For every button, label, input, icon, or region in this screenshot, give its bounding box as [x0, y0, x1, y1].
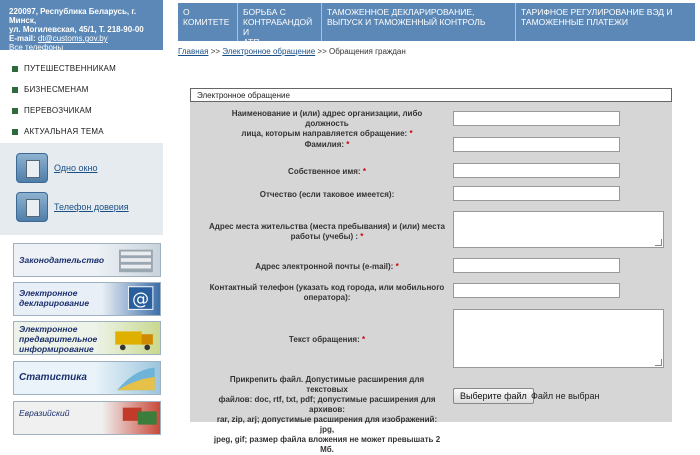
tab-label: АТП	[243, 37, 260, 47]
required-mark: *	[409, 129, 413, 138]
tab-label: БОРЬБА С	[243, 7, 286, 17]
breadcrumb-separator: >>	[317, 47, 327, 56]
trust-phone-link[interactable]	[16, 192, 129, 222]
patronymic-label	[209, 190, 445, 200]
banner-statistics[interactable]	[13, 361, 161, 395]
address-line: ул. Могилевская, 45/1, Т. 218-90-00	[9, 25, 144, 34]
name-label	[209, 167, 445, 177]
sidebar-item-topical[interactable]	[12, 121, 163, 142]
banner-eurasian[interactable]	[13, 401, 161, 435]
tab-anti-smuggling[interactable]	[238, 3, 322, 47]
label-line: оператора):	[303, 293, 351, 302]
label-line: файлов: doc, rtf, txt, pdf; допустимые расширения для архивов:	[218, 395, 436, 414]
required-mark: *	[361, 335, 366, 344]
breadcrumb-section-link[interactable]: Электронное обращение	[222, 47, 316, 56]
required-mark: *	[362, 167, 366, 176]
required-mark: *	[346, 140, 350, 149]
address-line: 220097, Республика Беларусь, г. Минск,	[9, 7, 137, 25]
tab-customs-declaration[interactable]	[322, 3, 516, 41]
email-label: E-mail:	[9, 34, 36, 43]
one-window-link[interactable]	[16, 153, 97, 183]
at-sign-icon	[110, 283, 160, 315]
banner-label: Евразийский	[19, 408, 70, 418]
label-line: jpeg, gif; размер файла вложения не может превышать 2 Мб.	[213, 435, 441, 454]
required-mark: *	[360, 232, 364, 241]
choose-file-button[interactable]: Выберите файл	[453, 388, 534, 404]
bullet-icon	[12, 87, 18, 93]
sidebar-item-label: АКТУАЛЬНАЯ ТЕМА	[24, 127, 104, 136]
name-field[interactable]	[453, 163, 620, 178]
flags-icon	[110, 402, 160, 434]
all-phones-link[interactable]: Все телефоны	[9, 43, 64, 52]
bullet-icon	[12, 108, 18, 114]
bullet-icon	[12, 129, 18, 135]
phone-icon	[16, 192, 48, 222]
banner-label: Электронное	[19, 324, 78, 334]
label-line: работы (учебы) :	[290, 232, 358, 241]
quick-links-panel	[0, 143, 163, 235]
sidebar-item-business[interactable]	[12, 79, 163, 100]
tab-about-committee[interactable]	[178, 3, 238, 41]
phone-field[interactable]	[453, 283, 620, 298]
left-sidebar	[0, 0, 163, 422]
sidebar-item-travelers[interactable]	[12, 58, 163, 79]
required-mark: *	[395, 262, 399, 271]
truck-icon	[110, 322, 160, 354]
quick-link-label: Одно окно	[54, 163, 98, 173]
label-line: Прикрепить файл. Допустимые расширения для текстовых	[229, 375, 425, 394]
sidebar-item-label: ПУТЕШЕСТВЕННИКАМ	[24, 64, 116, 73]
address-textarea[interactable]	[453, 211, 664, 248]
tab-label: О КОМИТЕТЕ	[183, 7, 230, 27]
banner-legislation[interactable]	[13, 243, 161, 277]
top-navigation	[178, 3, 695, 47]
patronymic-field[interactable]	[453, 186, 620, 201]
email-link[interactable]: dt@customs.gov.by	[37, 34, 108, 43]
org-label	[209, 109, 445, 139]
chart-icon	[110, 362, 160, 394]
label-line: Наименование и (или) адрес организации, либо должность	[231, 109, 423, 128]
sidebar-menu	[0, 50, 163, 142]
law-books-icon	[110, 244, 160, 276]
tab-label: ВЫПУСК И ТАМОЖЕННЫЙ КОНТРОЛЬ	[327, 17, 486, 27]
email-label	[209, 262, 445, 272]
surname-field[interactable]	[453, 137, 620, 152]
attach-label	[209, 375, 445, 455]
breadcrumb-home-link[interactable]: Главная	[178, 47, 209, 56]
banner-label: Статистика	[19, 372, 87, 383]
bullet-icon	[12, 66, 18, 72]
label-line: Текст обращения:	[288, 335, 360, 344]
banner-label: Законодательство	[19, 255, 105, 265]
tab-label: КОНТРАБАНДОЙ И	[243, 17, 313, 37]
surname-label	[209, 140, 445, 150]
banner-label: предварительное	[19, 334, 98, 344]
banner-e-declaration[interactable]	[13, 282, 161, 316]
email-row	[9, 34, 155, 43]
breadcrumb-separator: >>	[210, 47, 221, 56]
appeal-form	[190, 88, 672, 454]
form-title: Электронное обращение	[190, 88, 672, 102]
appeal-text-label	[209, 335, 445, 345]
banner-label: информирование	[19, 344, 94, 354]
sidebar-item-label: БИЗНЕСМЕНАМ	[24, 85, 89, 94]
tab-tariff-regulation[interactable]	[516, 3, 695, 41]
document-window-icon	[16, 153, 48, 183]
banner-label: декларирование	[19, 298, 90, 308]
banner-pre-information[interactable]	[13, 321, 161, 355]
label-line: Контактный телефон (указать код города, или мобильного	[209, 283, 445, 292]
appeal-text-textarea[interactable]	[453, 309, 664, 368]
file-status: Файл не выбран	[531, 391, 600, 401]
tab-label: ТАРИФНОЕ РЕГУЛИРОВАНИЕ ВЭД И	[521, 7, 673, 17]
label-line: Отчество (если таковое имеется):	[259, 190, 395, 199]
label-line-wrap	[209, 129, 445, 139]
contact-block	[0, 0, 163, 50]
label-line: Собственное имя:	[288, 167, 361, 176]
tab-label: ТАМОЖЕННОЕ ДЕКЛАРИРОВАНИЕ,	[327, 7, 475, 17]
breadcrumb-current: Обращения граждан	[329, 47, 406, 56]
quick-link-label: Телефон доверия	[54, 202, 129, 212]
sidebar-item-carriers[interactable]	[12, 100, 163, 121]
banner-label: Электронное	[19, 288, 78, 298]
address-label	[209, 222, 445, 242]
breadcrumb	[178, 47, 406, 56]
label-line: лица, которым направляется обращение:	[241, 129, 408, 138]
sidebar-item-label: ПЕРЕВОЗЧИКАМ	[24, 106, 92, 115]
label-line-wrap	[209, 232, 445, 242]
phone-label	[209, 283, 445, 303]
svg-text:@: @	[132, 288, 150, 309]
label-line: Адрес места жительства (места пребывания) и (или) места	[209, 222, 445, 231]
email-field[interactable]	[453, 258, 620, 273]
label-line: Фамилия:	[304, 140, 345, 149]
org-field[interactable]	[453, 111, 620, 126]
label-line: Адрес электронной почты (e-mail):	[255, 262, 394, 271]
tab-label: ТАМОЖЕННЫЕ ПЛАТЕЖИ	[521, 17, 628, 27]
label-line: rar, zip, arj; допустимые расширения для изображений: jpg,	[216, 415, 438, 434]
